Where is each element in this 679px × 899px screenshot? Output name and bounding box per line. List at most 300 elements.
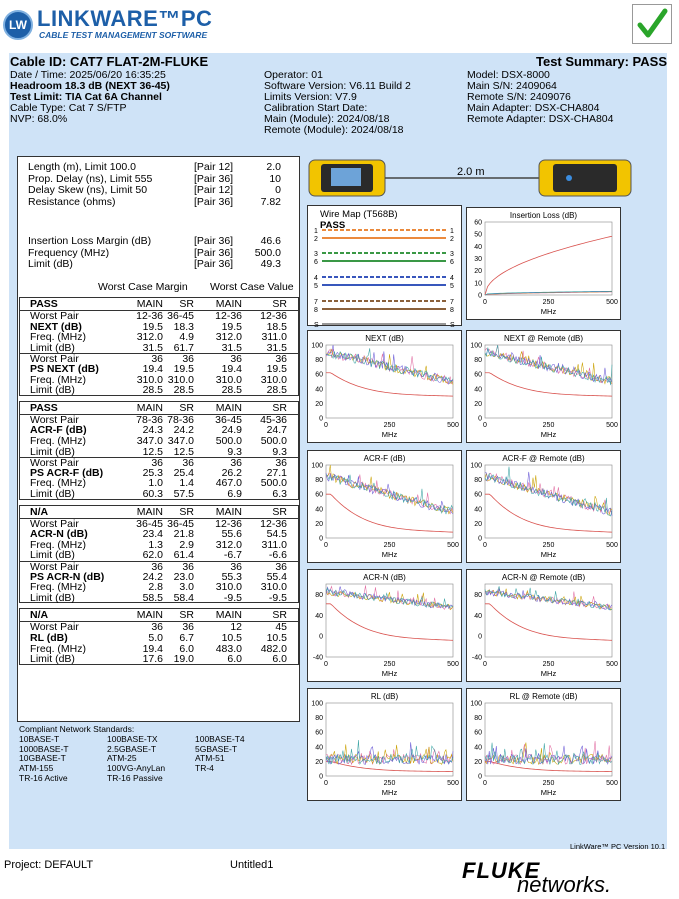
standard-item: 1000BASE-T bbox=[19, 743, 69, 754]
row-value: 19.4 bbox=[221, 363, 242, 375]
section-row bbox=[20, 489, 298, 500]
row-value: 31.5 bbox=[221, 341, 242, 354]
x-tick-label: 250 bbox=[542, 299, 555, 306]
pass-check-icon bbox=[632, 4, 672, 44]
standard-item: ATM-155 bbox=[19, 763, 54, 774]
row-value: 24.7 bbox=[266, 424, 287, 437]
section-col-header: SR bbox=[179, 401, 194, 414]
header-left-info bbox=[10, 70, 170, 125]
chart-title: ACR-N @ Remote (dB) bbox=[501, 573, 586, 582]
summary-row bbox=[18, 161, 299, 173]
row-label: RL (dB) bbox=[30, 631, 68, 644]
x-tick-label: 500 bbox=[447, 542, 459, 549]
result-section bbox=[19, 297, 299, 396]
wire-pin-left: 1 bbox=[314, 228, 318, 235]
header-line: Main Adapter: DSX-CHA804 bbox=[467, 102, 600, 114]
row-value: 36 bbox=[275, 457, 287, 470]
section-col-header: SR bbox=[179, 609, 194, 622]
section-col-header: SR bbox=[272, 401, 287, 414]
wire-pin-left: 2 bbox=[314, 236, 318, 243]
row-label: Worst Pair bbox=[30, 353, 79, 366]
summary-pair: [Pair 36] bbox=[194, 246, 234, 259]
row-value: 55.4 bbox=[266, 570, 287, 583]
y-tick-label: 40 bbox=[474, 744, 482, 752]
row-value: 6.0 bbox=[227, 653, 242, 666]
row-value: 2.8 bbox=[148, 581, 163, 594]
row-label: Limit (dB) bbox=[30, 341, 75, 354]
x-tick-label: 500 bbox=[447, 661, 459, 668]
y-tick-label: 60 bbox=[474, 371, 482, 379]
x-tick-label: 250 bbox=[542, 661, 555, 668]
wire-pin-left: S bbox=[314, 322, 319, 329]
chart-acrf bbox=[307, 450, 462, 563]
section-row bbox=[20, 593, 298, 604]
x-tick-label: 0 bbox=[483, 422, 487, 429]
row-label: Limit (dB) bbox=[30, 445, 75, 458]
y-tick-label: 0 bbox=[319, 633, 323, 641]
chart-title: NEXT @ Remote (dB) bbox=[503, 334, 584, 343]
section-col-header: MAIN bbox=[215, 298, 242, 310]
summary-label: Length (m), Limit 100.0 bbox=[28, 161, 136, 173]
section-col-header: MAIN bbox=[136, 609, 163, 622]
row-label: Freq. (MHz) bbox=[30, 373, 86, 386]
linkware-logo-icon: LW bbox=[3, 10, 33, 40]
row-value: 19.4 bbox=[142, 363, 163, 375]
row-label: Limit (dB) bbox=[30, 549, 75, 562]
y-tick-label: 20 bbox=[474, 268, 482, 276]
row-value: 36 bbox=[230, 353, 242, 366]
row-label: Worst Pair bbox=[30, 517, 79, 530]
row-value: 6.7 bbox=[179, 631, 194, 644]
section-header bbox=[20, 402, 298, 415]
y-tick-label: 50 bbox=[474, 231, 482, 239]
row-value: 19.5 bbox=[142, 320, 163, 333]
y-tick-label: 40 bbox=[474, 243, 482, 251]
x-tick-label: 500 bbox=[606, 299, 618, 306]
row-label: ACR-N (dB) bbox=[30, 528, 88, 541]
row-value: 78-36 bbox=[167, 413, 194, 426]
summary-label: Limit (dB) bbox=[28, 258, 73, 270]
row-value: -6.6 bbox=[268, 549, 287, 562]
row-value: 36 bbox=[151, 621, 163, 634]
row-value: 31.5 bbox=[266, 341, 287, 354]
row-value: 12 bbox=[230, 621, 242, 634]
row-value: 36 bbox=[230, 457, 242, 470]
summary-row bbox=[18, 196, 299, 208]
summary-pair: [Pair 36] bbox=[194, 235, 234, 247]
row-value: 483.0 bbox=[215, 642, 242, 655]
row-value: 36 bbox=[182, 560, 194, 573]
y-tick-label: 0 bbox=[478, 633, 482, 641]
row-label: Worst Pair bbox=[30, 413, 79, 426]
chart-acrfr bbox=[466, 450, 621, 563]
wire-pin-right: 1 bbox=[450, 228, 454, 235]
row-value: 4.9 bbox=[179, 331, 194, 344]
section-status: N/A bbox=[30, 505, 49, 518]
summary-row bbox=[18, 173, 299, 185]
standard-item: TR-4 bbox=[195, 763, 214, 774]
row-value: 24.3 bbox=[142, 424, 163, 437]
wire-pin-right: 5 bbox=[450, 283, 454, 290]
row-value: 36 bbox=[182, 621, 194, 634]
x-tick-label: 250 bbox=[542, 780, 555, 787]
row-label: Worst Pair bbox=[30, 621, 79, 634]
row-value: 310.0 bbox=[260, 373, 287, 386]
row-label: Limit (dB) bbox=[30, 591, 75, 604]
y-tick-label: 20 bbox=[474, 520, 482, 528]
row-label: ACR-F (dB) bbox=[30, 424, 87, 437]
row-value: 347.0 bbox=[136, 434, 163, 447]
x-axis-label: MHz bbox=[540, 307, 557, 316]
row-label: Freq. (MHz) bbox=[30, 434, 86, 447]
x-tick-label: 500 bbox=[606, 422, 618, 429]
y-tick-label: 100 bbox=[311, 700, 323, 708]
result-section bbox=[19, 401, 299, 500]
y-tick-label: 40 bbox=[315, 386, 323, 394]
row-value: 36 bbox=[151, 457, 163, 470]
chart-next bbox=[307, 330, 462, 443]
y-tick-label: 20 bbox=[315, 400, 323, 408]
chart-acrn bbox=[307, 569, 462, 682]
header-line: Software Version: V6.11 Build 2 bbox=[264, 80, 411, 92]
section-col-header: MAIN bbox=[215, 401, 242, 414]
y-tick-label: 0 bbox=[319, 415, 323, 423]
summary-pair: [Pair 36] bbox=[194, 172, 234, 185]
y-tick-label: 0 bbox=[319, 535, 323, 543]
wire-pin-right: 4 bbox=[450, 275, 454, 282]
summary-row bbox=[18, 258, 299, 270]
row-value: 310.0 bbox=[260, 581, 287, 594]
results-panel bbox=[17, 156, 300, 722]
row-value: 500.0 bbox=[215, 434, 242, 447]
header-line: Operator: 01 bbox=[264, 69, 323, 81]
y-tick-label: -40 bbox=[312, 654, 323, 662]
row-value: 18.3 bbox=[173, 320, 194, 333]
wire-map-status: PASS bbox=[320, 220, 346, 231]
section-row bbox=[20, 343, 298, 354]
section-row bbox=[20, 550, 298, 561]
row-value: 6.3 bbox=[272, 487, 287, 500]
header-line: Calibration Start Date: bbox=[264, 102, 368, 114]
header-line: Remote Adapter: DSX-CHA804 bbox=[467, 113, 614, 125]
x-tick-label: 250 bbox=[542, 422, 555, 429]
section-status: PASS bbox=[30, 401, 58, 414]
standard-item: 10BASE-T bbox=[19, 733, 60, 744]
standard-item: TR-16 Passive bbox=[107, 772, 163, 783]
row-value: 36 bbox=[275, 560, 287, 573]
row-value: 312.0 bbox=[215, 331, 242, 344]
y-tick-label: 30 bbox=[474, 256, 482, 263]
summary-label: Delay Skew (ns), Limit 50 bbox=[28, 184, 148, 196]
summary-value: 7.82 bbox=[260, 195, 281, 208]
y-tick-label: 100 bbox=[470, 700, 482, 708]
row-label: Freq. (MHz) bbox=[30, 477, 86, 490]
section-col-header: SR bbox=[179, 298, 194, 310]
section-col-header: MAIN bbox=[136, 401, 163, 414]
row-value: 45-36 bbox=[260, 413, 287, 426]
wire-pin-left: 8 bbox=[314, 307, 318, 314]
chart-title: RL (dB) bbox=[370, 692, 399, 701]
chart-acrnr bbox=[466, 569, 621, 682]
header-line: Remote (Module): 2024/08/18 bbox=[264, 124, 404, 136]
app-subtitle: CABLE TEST MANAGEMENT SOFTWARE bbox=[39, 30, 208, 40]
row-value: 310.0 bbox=[215, 581, 242, 594]
standard-item: 10GBASE-T bbox=[19, 753, 66, 764]
row-value: 312.0 bbox=[215, 538, 242, 551]
x-tick-label: 0 bbox=[483, 780, 487, 787]
wire-map bbox=[307, 205, 462, 329]
y-tick-label: 80 bbox=[315, 715, 323, 723]
summary-row bbox=[18, 184, 299, 196]
x-tick-label: 0 bbox=[324, 422, 328, 429]
row-value: 62.0 bbox=[142, 549, 163, 562]
y-tick-label: 60 bbox=[474, 219, 482, 227]
x-axis-label: MHz bbox=[381, 430, 398, 439]
y-tick-label: 40 bbox=[315, 506, 323, 514]
network-standards bbox=[19, 724, 245, 784]
row-value: 1.4 bbox=[179, 477, 194, 490]
x-axis-label: MHz bbox=[381, 669, 398, 678]
row-label: Worst Pair bbox=[30, 560, 79, 573]
wire-pin-left: 7 bbox=[314, 299, 318, 306]
worst-margin-header: Worst Case Margin bbox=[98, 281, 188, 293]
x-tick-label: 0 bbox=[483, 661, 487, 668]
x-tick-label: 250 bbox=[542, 542, 555, 549]
row-value: 58.4 bbox=[173, 591, 194, 604]
row-value: 10.5 bbox=[221, 631, 242, 644]
section-row bbox=[20, 364, 298, 375]
x-tick-label: 250 bbox=[383, 542, 396, 549]
chart-title: NEXT (dB) bbox=[365, 334, 404, 343]
summary-value: 49.3 bbox=[260, 258, 281, 270]
row-value: 24.2 bbox=[142, 570, 163, 583]
summary-value: 0 bbox=[275, 184, 281, 196]
section-col-header: SR bbox=[272, 298, 287, 310]
x-axis-label: MHz bbox=[540, 550, 557, 559]
row-value: 500.0 bbox=[260, 477, 287, 490]
summary-row bbox=[18, 247, 299, 259]
y-tick-label: 100 bbox=[470, 342, 482, 350]
row-value: 19.5 bbox=[266, 363, 287, 375]
row-value: 31.5 bbox=[142, 341, 163, 354]
header-line: Headroom 18.3 dB (NEXT 36-45) bbox=[10, 80, 170, 92]
x-axis-label: MHz bbox=[540, 788, 557, 797]
row-value: 311.0 bbox=[261, 538, 287, 551]
section-col-header: MAIN bbox=[136, 505, 163, 518]
header-line: NVP: 68.0% bbox=[10, 113, 68, 125]
y-tick-label: 60 bbox=[315, 729, 323, 737]
chart-title: ACR-F (dB) bbox=[363, 454, 406, 463]
row-value: 12.5 bbox=[142, 445, 163, 458]
row-value: 36-45 bbox=[215, 413, 242, 426]
y-tick-label: 0 bbox=[478, 535, 482, 543]
chart-rlr bbox=[466, 688, 621, 801]
y-tick-label: 20 bbox=[474, 758, 482, 766]
row-value: 36 bbox=[230, 560, 242, 573]
row-value: 19.5 bbox=[173, 363, 194, 375]
section-col-header: SR bbox=[272, 505, 287, 518]
y-tick-label: 20 bbox=[474, 400, 482, 408]
standard-item: 100VG-AnyLan bbox=[107, 763, 166, 774]
summary-value: 46.6 bbox=[260, 235, 281, 247]
section-status: N/A bbox=[30, 609, 49, 622]
row-value: 1.0 bbox=[148, 477, 163, 490]
row-value: 310.0 bbox=[136, 373, 163, 386]
header-mid-info bbox=[264, 70, 411, 136]
x-tick-label: 0 bbox=[324, 542, 328, 549]
y-tick-label: 80 bbox=[315, 357, 323, 365]
section-header bbox=[20, 506, 298, 519]
y-tick-label: 40 bbox=[474, 506, 482, 514]
row-value: 61.4 bbox=[173, 549, 194, 562]
y-tick-label: 100 bbox=[311, 342, 323, 350]
wire-pin-left: 3 bbox=[314, 251, 318, 258]
x-tick-label: 250 bbox=[383, 422, 396, 429]
chart-title: ACR-N (dB) bbox=[363, 573, 406, 582]
section-col-header: SR bbox=[272, 609, 287, 622]
header-line: Main (Module): 2024/08/18 bbox=[264, 113, 390, 125]
row-value: 26.2 bbox=[221, 466, 242, 479]
header-line: Model: DSX-8000 bbox=[467, 69, 550, 81]
x-axis-label: MHz bbox=[381, 550, 398, 559]
wire-pin-right: 6 bbox=[450, 259, 454, 266]
row-value: 12.5 bbox=[173, 445, 194, 458]
y-tick-label: 60 bbox=[315, 491, 323, 499]
y-tick-label: -40 bbox=[471, 654, 482, 662]
summary-label: Prop. Delay (ns), Limit 555 bbox=[28, 172, 153, 185]
row-value: 61.7 bbox=[173, 341, 194, 354]
y-tick-label: 40 bbox=[315, 744, 323, 752]
row-value: 55.6 bbox=[221, 528, 242, 541]
standard-item: 100BASE-T4 bbox=[195, 733, 245, 744]
summary-pair: [Pair 36] bbox=[194, 258, 234, 270]
summary-value: 500.0 bbox=[254, 246, 281, 259]
header-line: Main S/N: 2409064 bbox=[467, 80, 557, 92]
row-value: 36 bbox=[182, 353, 194, 366]
x-tick-label: 500 bbox=[447, 422, 459, 429]
row-value: 36 bbox=[151, 560, 163, 573]
version-label: LinkWare™ PC Version 10.1 bbox=[570, 842, 666, 851]
row-value: 312.0 bbox=[136, 331, 163, 344]
row-value: 12-36 bbox=[136, 310, 163, 322]
section-row bbox=[20, 311, 298, 322]
row-value: 12-36 bbox=[260, 517, 287, 530]
row-value: 482.0 bbox=[260, 642, 287, 655]
header-line: Date / Time: 2025/06/20 16:35:25 bbox=[10, 69, 166, 81]
x-tick-label: 500 bbox=[606, 661, 618, 668]
row-value: 500.0 bbox=[260, 434, 287, 447]
row-label: PS ACR-F (dB) bbox=[30, 466, 104, 479]
row-value: 25.3 bbox=[142, 466, 163, 479]
row-value: 6.0 bbox=[179, 642, 194, 655]
row-value: 19.0 bbox=[173, 653, 194, 666]
row-label: Limit (dB) bbox=[30, 653, 75, 666]
chart-title: RL @ Remote (dB) bbox=[509, 692, 578, 701]
row-value: 60.3 bbox=[142, 487, 163, 500]
row-value: 36 bbox=[275, 353, 287, 366]
x-tick-label: 250 bbox=[383, 780, 396, 787]
standard-item: ATM-51 bbox=[195, 753, 225, 764]
y-tick-label: 20 bbox=[315, 758, 323, 766]
x-tick-label: 500 bbox=[606, 780, 618, 787]
row-value: 36-45 bbox=[167, 517, 194, 530]
header-line: Cable Type: Cat 7 S/FTP bbox=[10, 102, 127, 114]
y-tick-label: 60 bbox=[315, 371, 323, 379]
row-value: 12-36 bbox=[215, 517, 242, 530]
section-status: PASS bbox=[30, 298, 58, 310]
row-value: 45 bbox=[275, 621, 287, 634]
row-label: Freq. (MHz) bbox=[30, 581, 86, 594]
row-value: 25.4 bbox=[173, 466, 194, 479]
summary-value: 2.0 bbox=[266, 161, 281, 173]
row-label: Limit (dB) bbox=[30, 487, 75, 500]
summary-value: 10 bbox=[269, 172, 281, 185]
y-tick-label: 40 bbox=[315, 612, 323, 620]
standards-row bbox=[19, 772, 163, 784]
row-value: 6.0 bbox=[272, 653, 287, 666]
chart-nextr bbox=[466, 330, 621, 443]
x-axis-label: MHz bbox=[381, 788, 398, 797]
row-label: Limit (dB) bbox=[30, 384, 75, 397]
project-label: Project: DEFAULT bbox=[4, 859, 94, 871]
x-axis-label: MHz bbox=[540, 669, 557, 678]
section-col-header: MAIN bbox=[215, 505, 242, 518]
section-row bbox=[20, 654, 298, 665]
row-value: 310.0 bbox=[167, 373, 194, 386]
result-section bbox=[19, 505, 299, 604]
standard-item: 5GBASE-T bbox=[195, 743, 238, 754]
x-tick-label: 250 bbox=[383, 661, 396, 668]
section-row bbox=[20, 385, 298, 396]
x-tick-label: 0 bbox=[324, 780, 328, 787]
row-value: 2.9 bbox=[179, 538, 194, 551]
chart-il bbox=[466, 207, 621, 320]
section-col-header: SR bbox=[179, 505, 194, 518]
row-value: -9.5 bbox=[223, 591, 242, 604]
row-value: 54.5 bbox=[266, 528, 287, 541]
x-tick-label: 0 bbox=[483, 299, 487, 306]
file-label: Untitled1 bbox=[230, 859, 274, 871]
y-tick-label: 40 bbox=[474, 612, 482, 620]
summary-pair: [Pair 12] bbox=[194, 161, 234, 173]
row-value: 55.3 bbox=[221, 570, 242, 583]
row-value: -9.5 bbox=[268, 591, 287, 604]
section-col-header: MAIN bbox=[136, 298, 163, 310]
y-tick-label: 0 bbox=[478, 773, 482, 781]
result-section bbox=[19, 608, 299, 664]
worst-value-header: Worst Case Value bbox=[210, 281, 294, 293]
row-value: 36 bbox=[182, 457, 194, 470]
section-row bbox=[20, 436, 298, 447]
row-value: 78-36 bbox=[136, 413, 163, 426]
row-value: 9.3 bbox=[272, 445, 287, 458]
standard-item: ATM-25 bbox=[107, 753, 137, 764]
x-tick-label: 500 bbox=[606, 542, 618, 549]
section-row bbox=[20, 633, 298, 644]
summary-row bbox=[18, 235, 299, 247]
row-label: Worst Pair bbox=[30, 310, 79, 322]
wire-pin-left: 5 bbox=[314, 283, 318, 290]
x-tick-label: 500 bbox=[447, 780, 459, 787]
summary-pair: [Pair 12] bbox=[194, 184, 234, 196]
y-tick-label: 0 bbox=[319, 773, 323, 781]
y-tick-label: 80 bbox=[315, 591, 323, 599]
chart-title: ACR-F @ Remote (dB) bbox=[502, 454, 585, 463]
row-value: 19.5 bbox=[221, 320, 242, 333]
networks-logo: networks. bbox=[517, 872, 612, 897]
row-label: PS ACR-N (dB) bbox=[30, 570, 105, 583]
row-value: 27.1 bbox=[266, 466, 287, 479]
